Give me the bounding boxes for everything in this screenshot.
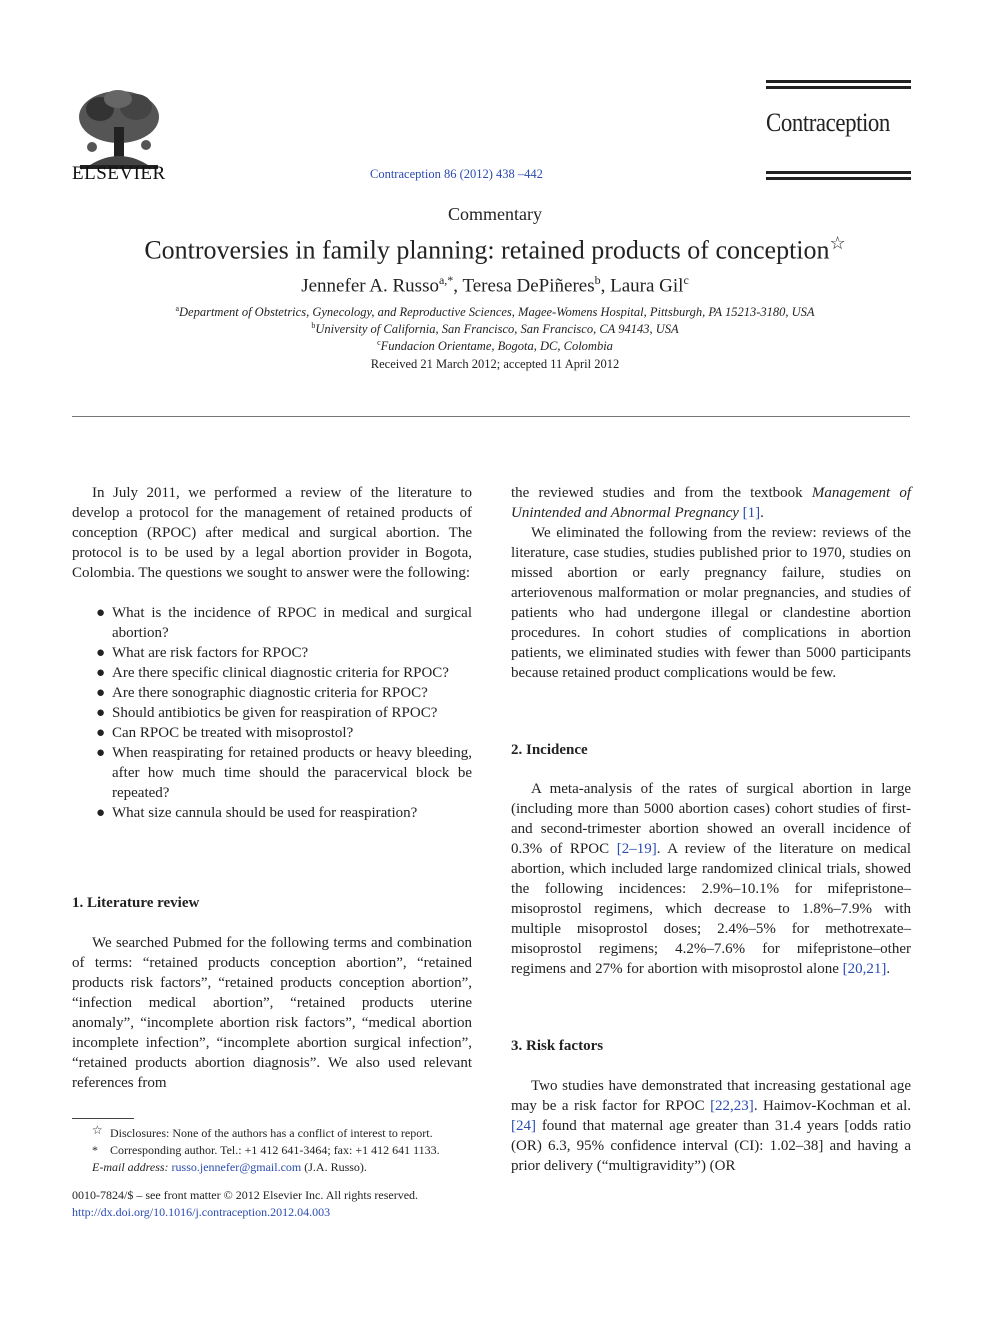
email-suffix: (J.A. Russo). xyxy=(304,1160,367,1174)
bullet-icon: ● xyxy=(96,685,106,701)
affiliation xyxy=(0,321,990,337)
affil-text: University of California, San Francisco, San Francisco, CA 94143, USA xyxy=(315,322,679,337)
question-text: Can RPOC be treated with misoprostol? xyxy=(112,725,354,741)
footnote-disclosure xyxy=(72,1125,472,1142)
reference-link[interactable]: [22,23] xyxy=(710,1098,754,1114)
question-text: What are risk factors for RPOC? xyxy=(112,645,309,661)
author-affil-mark: b xyxy=(594,273,601,287)
paragraph-text: the reviewed studies and from the textbook xyxy=(511,485,803,501)
journal-rule xyxy=(766,86,911,89)
paragraph-text: We searched Pubmed for the following terms and combination of terms: “retained products conception abortion”, “retained products risk factors”, “retained products conception abortion”, “infection medical abortion”, “retained products uterine anomaly”, “incomplete abortion risk factors”, “medical abortion incomplete infection”, “incomplete abortion surgical infection”, “retained products abortion diagnosis”. We also used relevant references from xyxy=(72,935,472,1091)
right-column xyxy=(511,483,911,683)
footnote-email xyxy=(72,1159,472,1176)
affiliation xyxy=(0,338,990,354)
section-type: Commentary xyxy=(448,204,542,224)
list-item xyxy=(72,603,472,643)
reference-link[interactable]: [20,21] xyxy=(842,961,887,977)
left-column xyxy=(72,483,472,823)
doi-link[interactable]: http://dx.doi.org/10.1016/j.contraception.2012.04.003 xyxy=(72,1205,331,1219)
bullet-icon: ● xyxy=(96,705,106,721)
question-text: What size cannula should be used for reaspiration? xyxy=(112,805,418,821)
email-link[interactable]: russo.jennefer@gmail.com xyxy=(171,1160,302,1174)
author-name[interactable]: Teresa DePiñeres xyxy=(462,275,595,297)
section-heading-risk-factors: 3. Risk factors xyxy=(511,1038,604,1054)
author-affil-mark: a,* xyxy=(438,273,454,287)
reference-link[interactable]: [24] xyxy=(511,1118,536,1134)
reference-link[interactable]: [2–19] xyxy=(616,841,657,857)
bullet-icon: ● xyxy=(96,745,106,761)
footnote-divider xyxy=(72,1118,134,1119)
affiliation xyxy=(0,304,990,320)
copyright-block xyxy=(72,1187,492,1221)
journal-rule xyxy=(766,171,911,174)
journal-rule xyxy=(766,177,911,180)
journal-name: Contraception xyxy=(766,108,890,137)
star-icon: ☆ xyxy=(92,1123,103,1137)
paragraph-text: A meta-analysis of the rates of surgical abortion in large (including more than 5000 abortion cases) cohort studies of first- and second-trimester abortion showed an overall incidence of 0.3% of RPOC xyxy=(511,781,911,857)
question-text: Are there sonographic diagnostic criteria for RPOC? xyxy=(112,685,428,701)
title-footnote-star-icon[interactable]: ☆ xyxy=(829,233,846,253)
author-list: Jennefer A. Russo$^{a,*}$, Teresa DePiñeres$^b$, Laura Gil$^c$ xyxy=(301,273,689,297)
list-item xyxy=(72,683,472,703)
list-item xyxy=(72,743,472,803)
received-dates: Received 21 March 2012; accepted 11 April 2012 xyxy=(370,357,620,371)
affil-mark: c xyxy=(377,338,381,347)
article-title xyxy=(0,233,990,266)
asterisk-icon: * xyxy=(92,1143,98,1157)
paragraph-text: Two studies have demonstrated that increasing gestational age may be a risk factor for RPOC xyxy=(511,1078,911,1114)
article-title-text: Controversies in family planning: retained products of conception xyxy=(144,235,830,265)
footnote-corresponding xyxy=(72,1142,472,1159)
section-heading-literature-review: 1. Literature review xyxy=(72,895,200,911)
author-name[interactable]: Laura Gil xyxy=(610,275,684,297)
continued-paragraph: the reviewed studies and from the textbook Management of Unintended and Abnormal Pregnancy [1]. xyxy=(511,485,911,521)
incidence-paragraph: A meta-analysis of the rates of surgical abortion in large (including more than 5000 abortion cases) cohort studies of first- and second-trimester abortion showed an overall incidence of 0.3% of RPOC [2–19]. A review of the literature on medical abortion, which included large randomized clinical trials, showed the following incidences: 2.9%–10.1% for mifepristone–misoprostol regimens, which decrease to 1.8%–7.9% with multiple misoprostol doses; 2.4%–5% for methotrexate–misoprostol regimens; 4.2%–7.6% for mifepristone–other regimens and 27% for abortion with misoprostol alone [20,21]. xyxy=(511,781,911,977)
bullet-icon: ● xyxy=(96,645,106,661)
footnote-text: Disclosures: None of the authors has a conflict of interest to report. xyxy=(110,1126,433,1140)
list-item xyxy=(72,663,472,683)
author-name[interactable]: Jennefer A. Russo xyxy=(301,275,439,297)
journal-rule xyxy=(766,80,911,83)
list-item xyxy=(72,723,472,743)
intro-paragraph: In July 2011, we performed a review of the literature to develop a protocol for the management of retained products of conception (RPOC) after medical and surgical abortion. The protocol is to be used by a legal abortion provider in Bogota, Colombia. The questions we sought to answer were the following: xyxy=(72,485,472,581)
bullet-icon: ● xyxy=(96,605,106,621)
copyright-text: 0010-7824/$ – see front matter © 2012 Elsevier Inc. All rights reserved. xyxy=(72,1188,419,1202)
bullet-icon: ● xyxy=(96,805,106,821)
citation-link[interactable]: Contraception 86 (2012) 438 –442 xyxy=(370,167,543,181)
footnote-text: Corresponding author. Tel.: +1 412 641-3464; fax: +1 412 641 1133. xyxy=(110,1143,440,1157)
publisher-wordmark: ELSEVIER xyxy=(72,163,166,184)
list-item xyxy=(72,703,472,723)
question-text: When reaspirating for retained products or heavy bleeding, after how much time should the paracervical block be repeated? xyxy=(112,745,472,801)
affil-mark: a xyxy=(175,304,179,313)
question-text: Are there specific clinical diagnostic criteria for RPOC? xyxy=(112,665,449,681)
section-heading-incidence: 2. Incidence xyxy=(511,742,588,758)
email-label: E-mail address: xyxy=(92,1160,169,1174)
bullet-icon: ● xyxy=(96,725,106,741)
paragraph-text: . Haimov-Kochman et al. xyxy=(753,1098,911,1114)
affil-mark: b xyxy=(311,321,316,330)
list-item xyxy=(72,803,472,823)
list-item xyxy=(72,643,472,663)
paragraph-text: . A review of the literature on medical abortion, which included large randomized clinical trials, showed the following incidences: 2.9%–10.1% for mifepristone–misoprostol regimens, which decrease to 1.8%–7.9% with multiple misoprostol doses; 2.4%–5% for methotrexate–misoprostol regimens; 4.2%–7.6% for mifepristone–other regimens and 27% for abortion with misoprostol alone xyxy=(511,841,911,977)
affil-text: Fundacion Orientame, Bogota, DC, Colombia xyxy=(380,339,613,354)
footnotes xyxy=(72,1125,472,1176)
literature-review-paragraph xyxy=(72,933,472,1093)
risk-factors-paragraph xyxy=(511,1076,911,1176)
question-text: Should antibiotics be given for reaspiration of RPOC? xyxy=(112,705,438,721)
elimination-paragraph: We eliminated the following from the review: reviews of the literature, case studies, studies published prior to 1970, studies on missed abortion or early pregnancy failure, studies on arteriovenous malformation or molar pregnancies, and studies of patients who had undergone illegal or clandestine abortion procedures. In cohort studies of complications in abortion patients, we eliminated studies with fewer than 5000 participants because retained product complications would be few. xyxy=(511,525,911,681)
affil-text: Department of Obstetrics, Gynecology, and Reproductive Sciences, Magee-Womens Hospital, Pittsburgh, PA 15213-3180, USA xyxy=(179,305,815,320)
author-affil-mark: c xyxy=(683,273,689,287)
reference-link[interactable]: [1] xyxy=(742,505,761,521)
book-title: Management of Unintended and Abnormal Pregnancy xyxy=(511,485,911,521)
paragraph-text: found that maternal age greater than 31.4 years [odds ratio (OR) 6.3, 95% confidence interval (CI): 1.02–38] and having a prior delivery (“multigravidity”) (OR xyxy=(511,1118,912,1174)
header-divider xyxy=(72,416,910,417)
question-text: What is the incidence of RPOC in medical and surgical abortion? xyxy=(112,605,472,641)
question-list xyxy=(72,603,472,823)
bullet-icon: ● xyxy=(96,665,106,681)
